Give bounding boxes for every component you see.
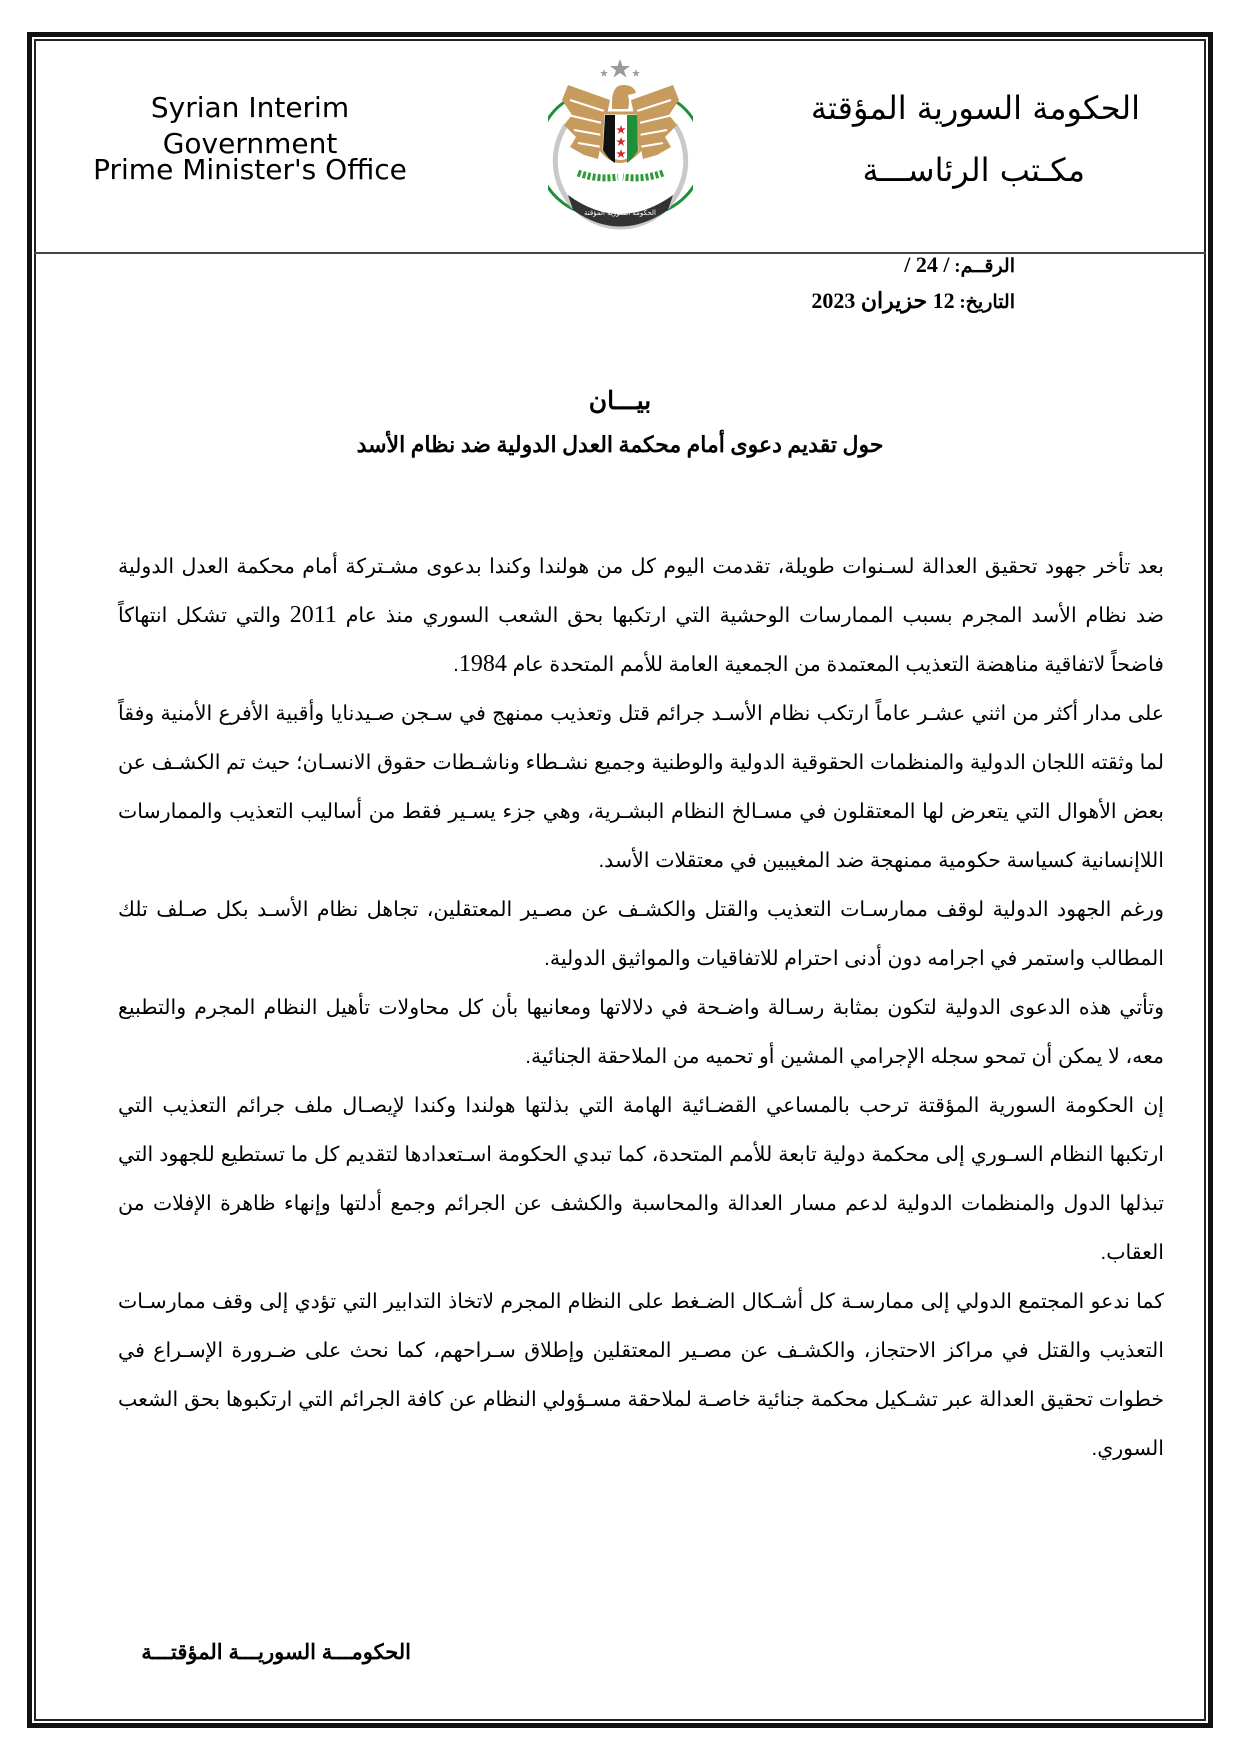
reference-number-label: الرقــم: xyxy=(954,256,1015,277)
paragraph: كما ندعو المجتمع الدولي إلى ممارسـة كل أشـكال الضـغط على النظام المجرم لاتخاذ التدابير التي تؤدي إلى وقف ممارسـات التعذيب والقتل في مراكز الاحتجاز، والكشـف عن مصـير المعتقلين وإطلاق سـراحهم، كما نحث على ضـرورة الإسـراع في خطوات تحقيق العدالة عبر تشـكيل محكمة جنائية خاصـة لملاحقة مسـؤولي النظام عن كافة الجرائم التي ارتكبوها بحق الشعب السوري. xyxy=(118,1290,1164,1460)
paragraph: إن الحكومة السورية المؤقتة ترحب بالمساعي القضـائية الهامة التي بذلتها هولندا وكندا لإيصـال ملف جرائم التعذيب التي ارتكبها النظام السـوري إلى محكمة دولية تابعة للأمم المتحدة، كما تبدي الحكومة اسـتعدادها لتقديم كل ما تستطيع للجهود التي تبذلها الدول والمنظمات الدولية لدعم مسار العدالة والمحاسبة والكشف عن الجرائم وجمع أدلتها وإنهاء ظاهرة الإفلات من العقاب. xyxy=(118,1094,1164,1264)
english-title: Syrian Interim Government xyxy=(150,91,350,160)
date-label: التاريخ: xyxy=(959,292,1015,313)
star-icon xyxy=(632,69,640,77)
date-value: 12 حزيران 2023 xyxy=(811,288,955,313)
year-1984: 1984 xyxy=(458,651,507,677)
star-icon xyxy=(610,59,630,78)
reference-number xyxy=(904,252,1015,280)
star-icon xyxy=(600,69,608,77)
year-2011: 2011 xyxy=(289,602,337,628)
paragraph: ورغم الجهود الدولية لوقف ممارسـات التعذيب والقتل والكشـف عن مصـير المعتقلين، تجاهل نظام الأسـد بكل صـلف تلك المطالب واستمر في اجرامه دون أدنى احترام للاتفاقيات والمواثيق الدولية. xyxy=(118,898,1164,970)
statement-body xyxy=(118,542,1164,1473)
government-emblem xyxy=(548,55,693,235)
paragraph: وتأتي هذه الدعوى الدولية لتكون بمثابة رسـالة واضـحة في دلالاتها ومعانيها بأن كل محاولات تأهيل النظام المجرم والتطبيع معه، لا يمكن أن تمحو سجله الإجرامي المشين أو تحميه من الملاحقة الجنائية. xyxy=(118,996,1164,1068)
paragraph: بعد تأخر جهود تحقيق العدالة لسـنوات طويلة، تقدمت اليوم كل من هولندا وكندا بدعوى مشـتركة أمام محكمة العدل الدولية ضد نظام الأسد المجرم بسبب الممارسات الوحشية التي ارتكبها بحق الشعب السوري منذ عام 2011 والتي تشكل انتهاكاً فاضحاً لاتفاقية مناهضة التعذيب المعتمدة من الجمعية العامة للأمم المتحدة عام 1984. xyxy=(118,555,1164,677)
document-date xyxy=(811,288,1015,316)
english-subtitle: Prime Minister's Office xyxy=(93,153,407,186)
emblem-banner-text: الحكومة السورية المؤقتة xyxy=(583,209,657,217)
paragraph: على مدار أكثر من اثني عشـر عاماً ارتكب نظام الأسـد جرائم قتل وتعذيب ممنهج في سـجن صـيدنايا وأقبية الأفرع الأمنية وفقاً لما وثقته اللجان الدولية والمنظمات الحقوقية الدولية والوطنية وجميع نشـطاء وناشـطات حقوق الانسـان؛ حيث تم الكشـف عن بعض الأهوال التي يتعرض لها المعتقلون في مسـالخ النظام البشـرية، وهي جزء يسـير فقط من أساليب التعذيب والممارسات اللاإنسانية كسياسة حكومية ممنهجة ضد المغيبين في معتقلات الأسد. xyxy=(118,702,1164,872)
arabic-subtitle: مكـتب الرئاســـة xyxy=(862,151,1085,189)
arabic-title: الحكومة السورية المؤقتة xyxy=(810,89,1140,127)
header-divider xyxy=(34,252,1206,254)
statement-subtitle: حول تقديم دعوى أمام محكمة العدل الدولية ضد نظام الأسد xyxy=(356,432,884,457)
signature: الحكومـــة السوريـــة المؤقتـــة xyxy=(141,1641,411,1664)
statement-title: بيـــان xyxy=(588,388,652,415)
reference-number-value: / 24 / xyxy=(904,252,950,277)
